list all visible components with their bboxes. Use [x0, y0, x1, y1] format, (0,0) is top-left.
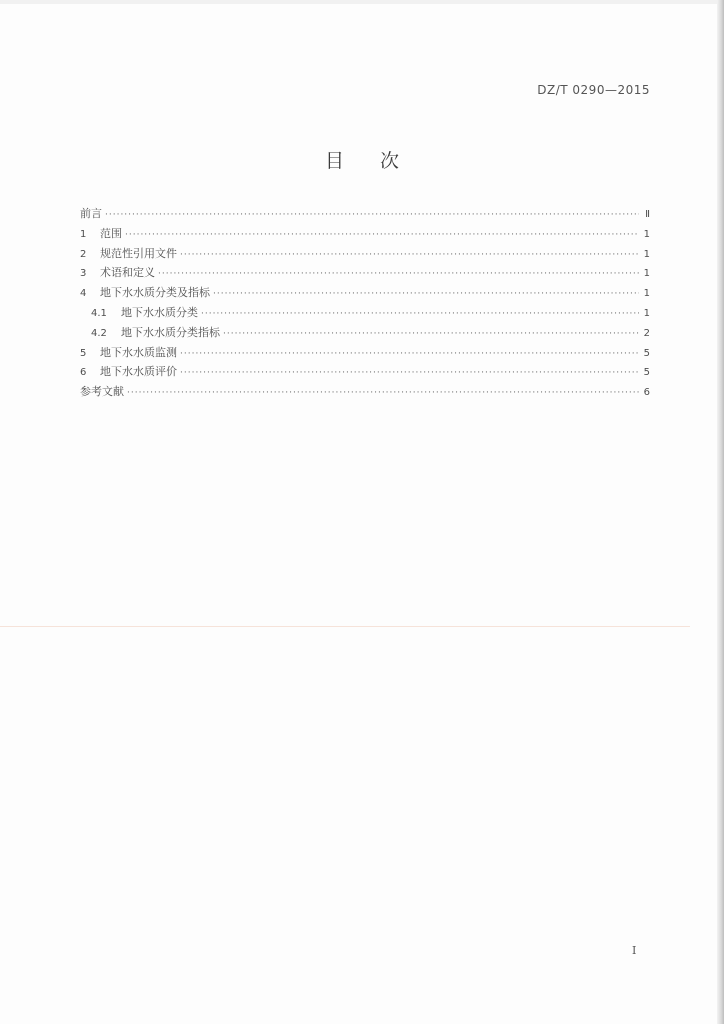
toc-entry-terms-definitions[interactable] [80, 263, 650, 283]
toc-entry-evaluation[interactable] [80, 362, 650, 382]
toc-leader-dots [213, 285, 639, 305]
toc-entry-scope[interactable] [80, 224, 650, 244]
toc-entry-page: 5 [643, 367, 650, 379]
toc-leader-dots [223, 325, 639, 345]
page-number: I [632, 944, 637, 957]
toc-leader-dots [180, 345, 639, 365]
toc-leader-dots [125, 226, 639, 246]
toc-entry-page: 1 [643, 288, 650, 300]
toc-leader-dots [180, 246, 639, 266]
toc-entry-number: 1 [80, 228, 87, 240]
toc-entry-label: 地下水水质分类 [121, 305, 198, 319]
toc-entry-number: 4.2 [91, 327, 107, 339]
toc-entry-number: 5 [80, 347, 87, 359]
toc-entry-number: 4 [80, 288, 87, 300]
toc-entry-normative-references[interactable] [80, 244, 650, 264]
table-of-contents [80, 204, 650, 402]
toc-entry-label: 前言 [80, 207, 102, 220]
toc-entry-number: 3 [80, 268, 87, 280]
toc-entry-page: 1 [643, 268, 650, 280]
toc-entry-label: 规范性引用文件 [100, 246, 177, 260]
toc-entry-label: 地下水水质分类及指标 [100, 286, 210, 300]
toc-leader-dots [201, 305, 639, 325]
toc-leader-dots [180, 364, 639, 384]
toc-entry-label: 术语和定义 [100, 266, 155, 280]
scan-top-edge [0, 0, 724, 4]
toc-entry-page: 5 [643, 347, 650, 359]
toc-entry-label: 地下水水质评价 [100, 365, 177, 379]
toc-entry-label: 参考文献 [80, 385, 124, 399]
toc-entry-page: 1 [643, 248, 650, 260]
toc-entry-label: 地下水水质分类指标 [121, 325, 220, 339]
toc-title-char: 目 [324, 150, 344, 172]
toc-entry-bibliography[interactable] [80, 382, 650, 402]
toc-leader-dots [105, 206, 639, 226]
toc-entry-preface[interactable] [80, 204, 650, 224]
toc-entry-number: 6 [80, 367, 87, 379]
document-code: DZ/T 0290—2015 [537, 83, 650, 97]
toc-entry-number: 4.1 [91, 307, 107, 319]
toc-entry-label: 地下水水质监测 [100, 345, 177, 359]
toc-entry-monitoring[interactable] [80, 343, 650, 363]
toc-leader-dots [158, 265, 639, 285]
toc-entry-page: 6 [643, 387, 650, 399]
toc-entry-label: 范围 [100, 226, 122, 240]
toc-title-char: 次 [380, 150, 400, 172]
toc-entry-page: 1 [643, 228, 650, 240]
toc-title [0, 146, 724, 173]
toc-entry-page: 1 [643, 307, 650, 319]
scan-artifact-line [0, 626, 690, 627]
toc-entry-classification-index[interactable] [80, 323, 650, 343]
toc-entry-classification[interactable] [80, 303, 650, 323]
toc-entry-classification-indicators[interactable] [80, 283, 650, 303]
toc-entry-number: 2 [80, 248, 87, 260]
toc-entry-page: 2 [643, 327, 650, 339]
toc-entry-page: Ⅱ [645, 209, 650, 220]
toc-leader-dots [127, 384, 639, 404]
